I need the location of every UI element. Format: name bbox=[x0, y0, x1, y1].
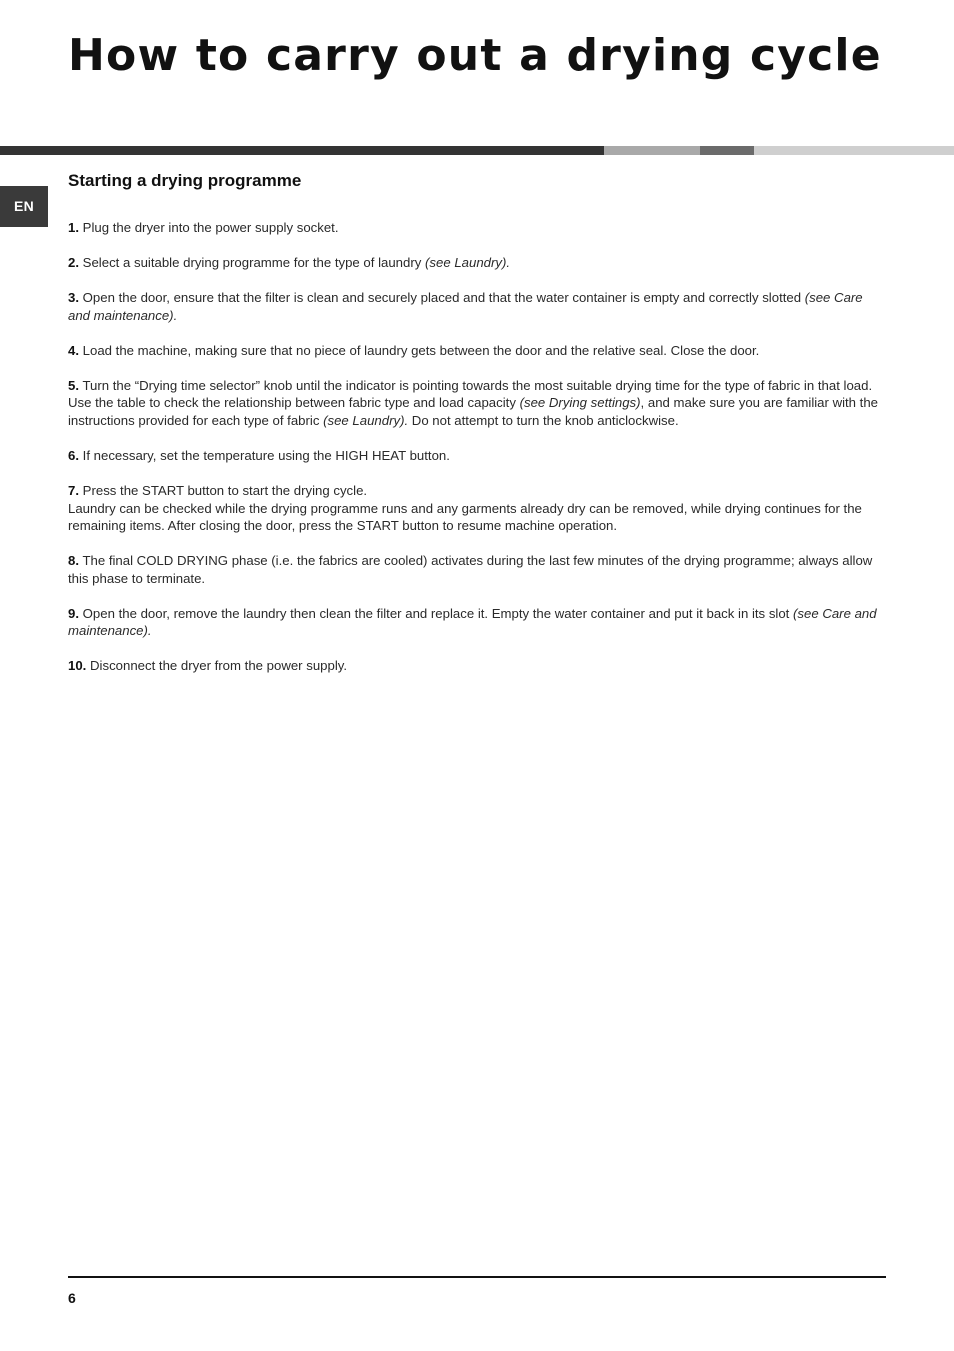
step-7 bbox=[68, 482, 884, 535]
step-text: Turn the “Drying time selector” knob until the indicator is pointing towards the most suitable drying time for the type of fabric in that load. Use the table to check the relationship between fabric type and load capacity bbox=[68, 377, 873, 411]
step-reference: (see Drying settings) bbox=[519, 395, 641, 411]
steps-list bbox=[68, 219, 884, 692]
step-3 bbox=[68, 289, 884, 324]
step-text: Press the START button to start the drying cycle. bbox=[82, 483, 368, 499]
step-2 bbox=[68, 254, 884, 272]
step-text: Open the door, ensure that the filter is clean and securely placed and that the water container is empty and correctly slotted bbox=[82, 290, 805, 306]
step-text: Open the door, remove the laundry then clean the filter and replace it. Empty the water container and put it back in its slot bbox=[82, 605, 793, 621]
header-bar-segment-light bbox=[754, 146, 954, 155]
step-number: 6. bbox=[68, 447, 79, 463]
step-number: 4. bbox=[68, 342, 79, 358]
step-number: 2. bbox=[68, 255, 79, 271]
header-bar-segment-dark bbox=[0, 146, 604, 155]
language-tab: EN bbox=[0, 186, 48, 227]
step-number: 10. bbox=[68, 658, 87, 674]
section-heading: Starting a drying programme bbox=[68, 171, 302, 190]
step-reference: (see Laundry). bbox=[323, 412, 409, 428]
step-number: 8. bbox=[68, 553, 79, 569]
step-10 bbox=[68, 657, 884, 675]
step-number: 1. bbox=[68, 220, 79, 235]
step-text: Load the machine, making sure that no piece of laundry gets between the door and the relative seal. Close the door. bbox=[82, 342, 760, 358]
step-text: Plug the dryer into the power supply socket. bbox=[82, 220, 339, 235]
footer-divider bbox=[68, 1276, 886, 1278]
step-4 bbox=[68, 342, 884, 360]
header-bar-segment-mid bbox=[604, 146, 700, 155]
header-bar-segment-grey bbox=[700, 146, 754, 155]
step-reference: (see Care and maintenance). bbox=[68, 605, 877, 639]
step-6 bbox=[68, 447, 884, 465]
step-1 bbox=[68, 219, 884, 237]
step-number: 3. bbox=[68, 290, 79, 306]
page-number: 6 bbox=[68, 1290, 76, 1306]
step-number: 5. bbox=[68, 377, 79, 393]
step-9 bbox=[68, 605, 884, 640]
step-reference: (see Care and maintenance). bbox=[68, 290, 863, 323]
page-title: How to carry out a drying cycle bbox=[68, 30, 882, 81]
step-text: Disconnect the dryer from the power supply. bbox=[90, 658, 348, 674]
header-color-bar bbox=[0, 146, 954, 155]
step-text: Select a suitable drying programme for the type of laundry bbox=[82, 255, 425, 271]
step-8 bbox=[68, 552, 884, 587]
step-number: 7. bbox=[68, 483, 79, 499]
step-text: Do not attempt to turn the knob anticlockwise. bbox=[408, 412, 679, 428]
step-reference: (see Laundry). bbox=[425, 255, 511, 271]
step-text: If necessary, set the temperature using the HIGH HEAT button. bbox=[82, 447, 450, 463]
step-text: Laundry can be checked while the drying programme runs and any garments already dry can be removed, while drying continues for the remaining items. After closing the door, press the START button to resume machine operation. bbox=[68, 500, 862, 534]
step-5 bbox=[68, 377, 884, 430]
step-text: The final COLD DRYING phase (i.e. the fabrics are cooled) activates during the last few minutes of the drying programme; always allow this phase to terminate. bbox=[68, 553, 873, 586]
step-number: 9. bbox=[68, 605, 79, 621]
step-text: , and make sure you are familiar with the instructions provided for each type of fabric bbox=[68, 395, 879, 428]
